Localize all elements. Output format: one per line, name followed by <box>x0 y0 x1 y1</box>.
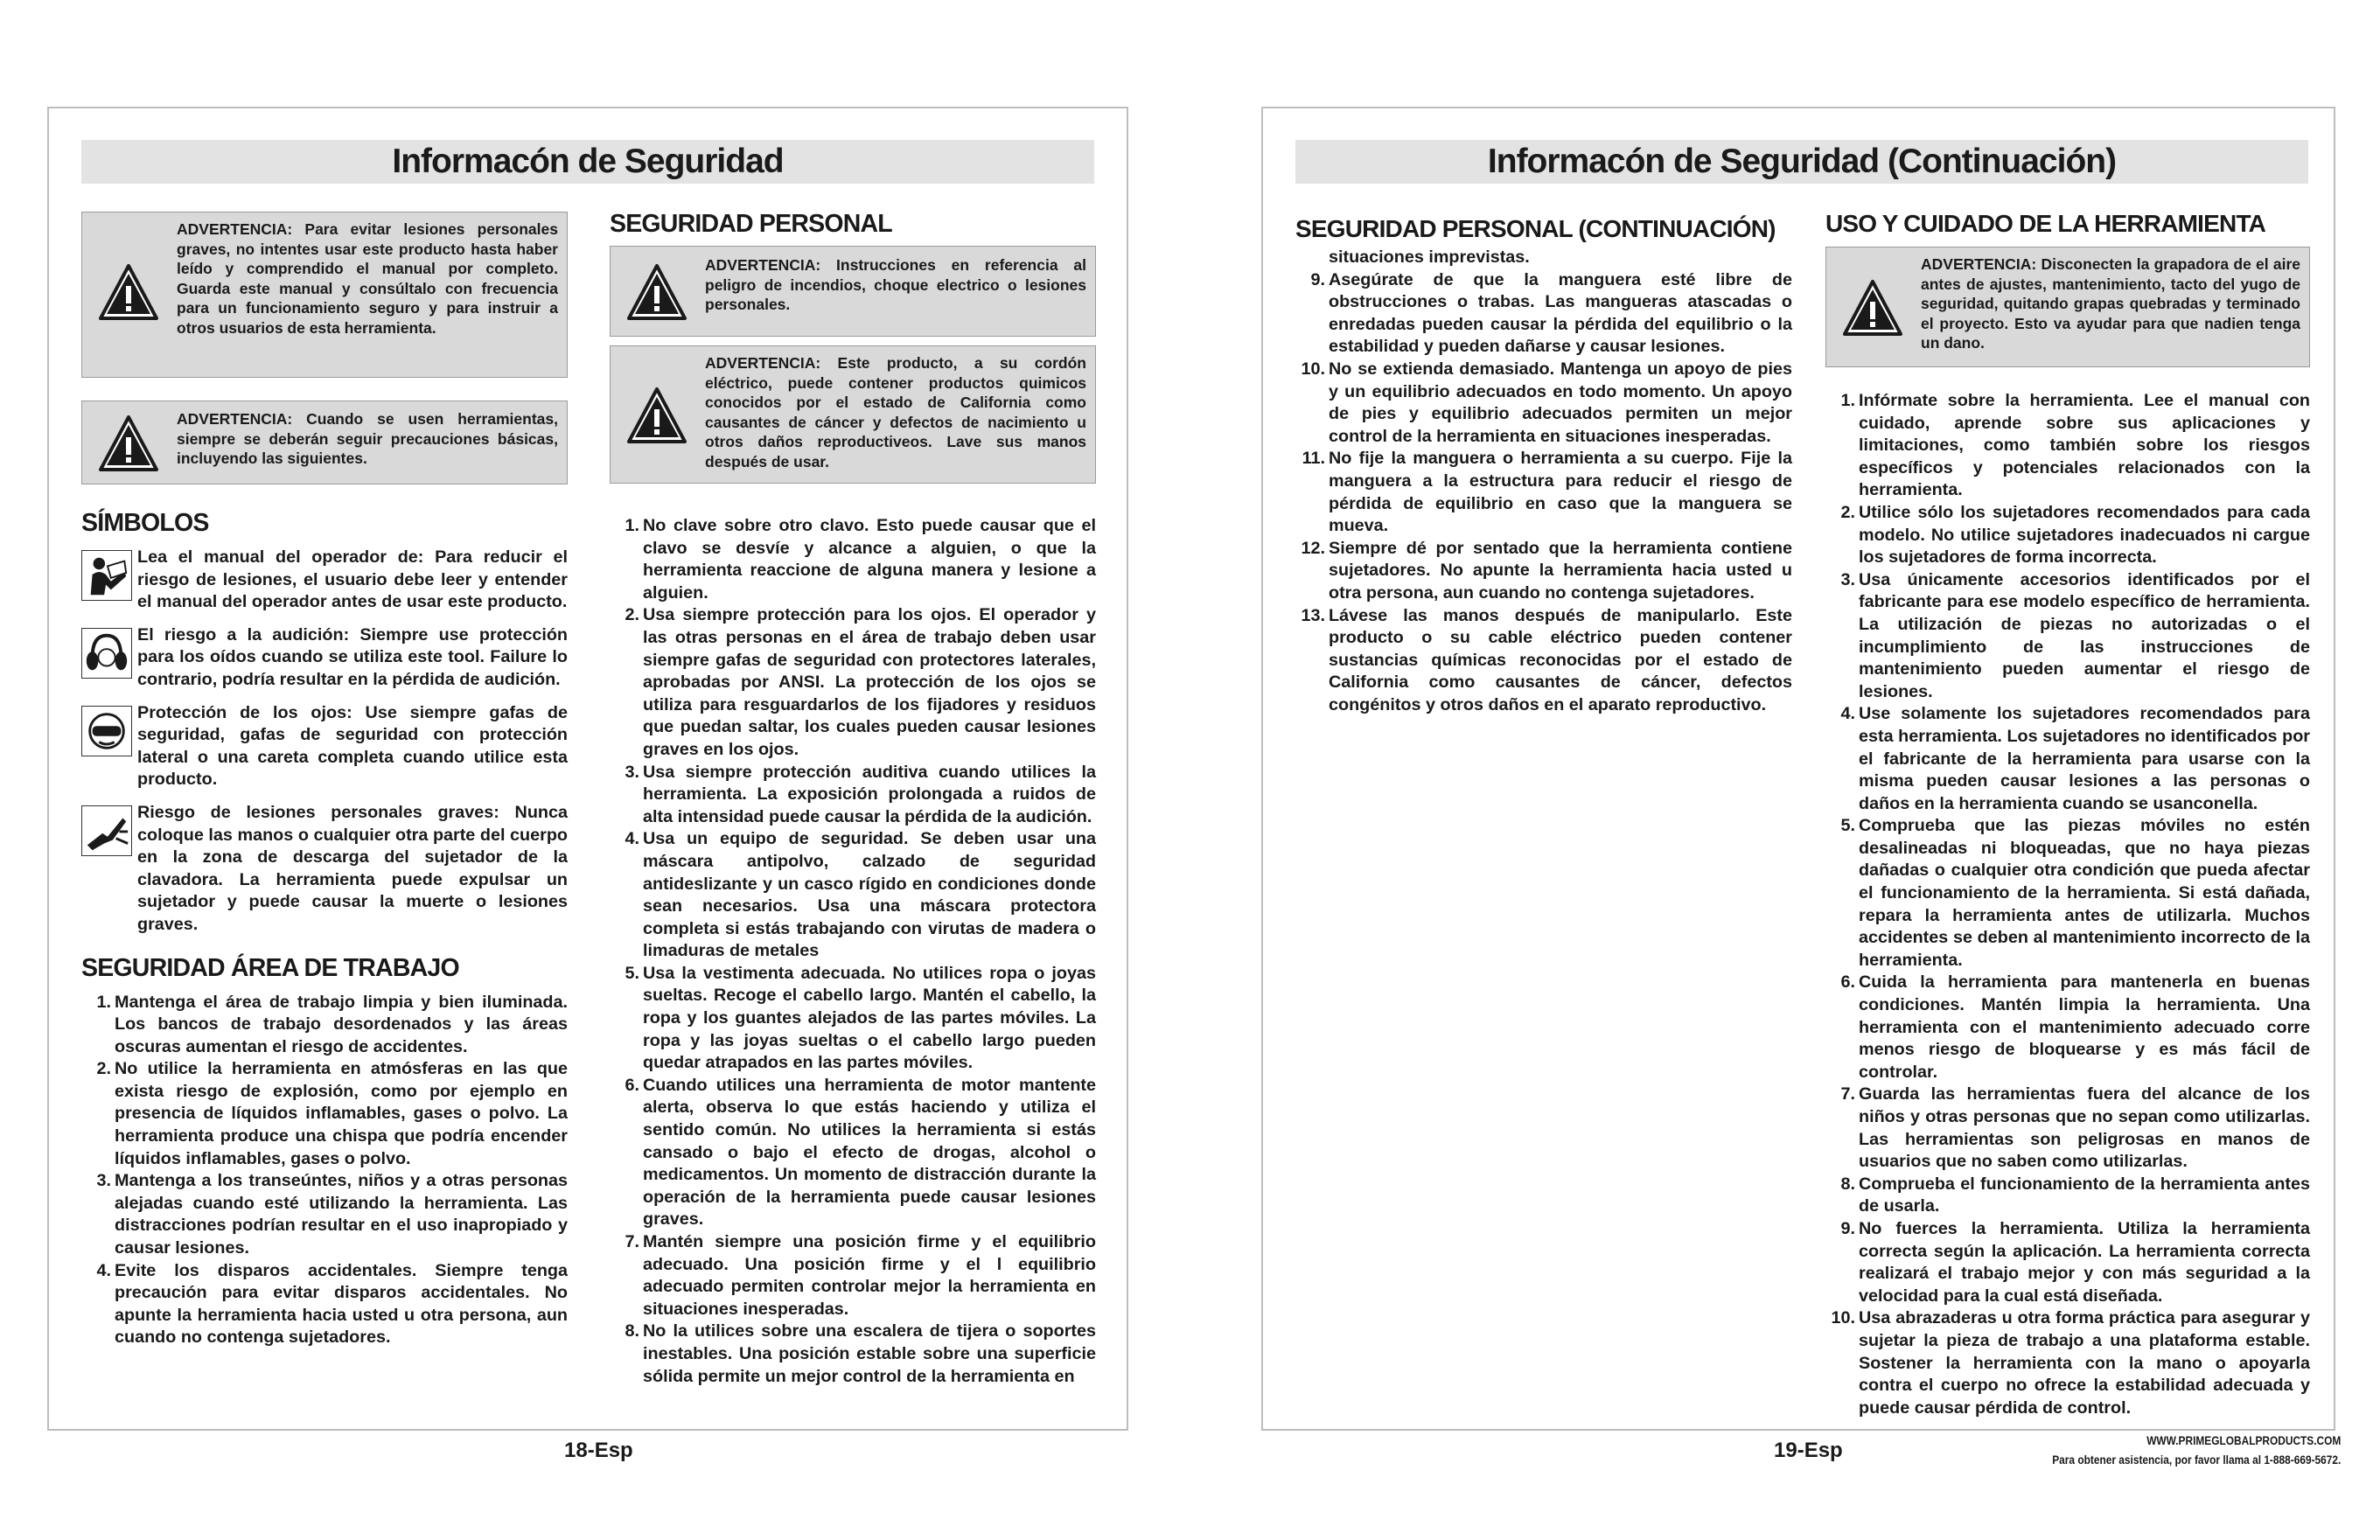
left-column <box>81 212 568 1349</box>
symbol-item <box>81 802 568 937</box>
symbols-heading: SÍMBOLOS <box>81 509 209 537</box>
symbol-text: Protección de los ojos: Use siempre gafas de seguridad, gafas de seguridad con protección lateral o una careta completa cuando utilice esta producto. <box>137 702 568 790</box>
list-item: 5. Usa la vestimenta adecuada. No utilices ropa o joyas sueltas. Recoge el cabello largo. Mantén el cabello, la ropa y los guantes alejados de las partes móviles. La ropa y las joyas sueltas o el cabello largo pueden quedar atrapados en las partes móviles. <box>625 963 1096 1073</box>
warning-box <box>610 246 1096 337</box>
contact-info <box>2052 1431 2341 1469</box>
tool-use-list <box>1825 390 2310 1419</box>
symbol-text: Lea el manual del operador de: Para reducir el riesgo de lesiones, el usuario debe leer y entender el manual del operador antes de usar este producto. <box>137 547 568 612</box>
list-item: 13. Lávese las manos después de manipularlo. Este producto o su cable eléctrico pueden contener sustancias químicas reconocidas por el estado de California como causantes de cáncer, defectos congénitos y otros daños en el aparato reproductivo. <box>1301 605 1792 714</box>
continued-text: situaciones imprevistas. <box>1329 247 1530 267</box>
work-area-list <box>81 992 568 1350</box>
page-title: Informacón de Seguridad (Continuación) <box>1295 140 2308 184</box>
list-item: 11. No fije la manguera o herramienta a su cuerpo. Fije la manguera a la estructura para reducir el riesgo de pérdida de equilibrio en caso que la manguera se mueva. <box>1302 449 1792 536</box>
symbol-item <box>81 624 568 692</box>
personal-safety-heading: SEGURIDAD PERSONAL <box>610 210 892 238</box>
list-item: 2. No utilice la herramienta en atmósferas en las que exista riesgo de explosión, como por ejemplo en presencia de líquidos inflamables, gases o polvo. La herramienta produce una chispa que podría encender líquidos inflamables, gases o polvo. <box>96 1059 568 1168</box>
symbol-item <box>81 547 568 614</box>
hand-injury-icon <box>81 805 132 856</box>
symbol-item <box>81 702 568 791</box>
right-page <box>1261 107 2335 1431</box>
page-number: 19-Esp <box>1774 1439 1843 1462</box>
list-item: 7. Guarda las herramientas fuera del alcance de los niños y otras personas que no sepan como utilizarlas. Las herramientas son peligrosas en manos de usuarios que no saben como utilizarlas. <box>1840 1084 2310 1172</box>
warning-triangle-icon <box>98 415 159 472</box>
symbol-text: El riesgo a la audición: Siempre use protección para los oídos cuando se utiliza este tool. Failure lo contrario, podría resultar en la pérdida de audición. <box>137 624 568 689</box>
list-item: 12. Siempre dé por sentado que la herramienta contiene sujetadores. No apunte la herramienta hacia usted u otra persona, aun cuando no contenga sujetadores. <box>1301 538 1792 603</box>
tool-use-heading: USO Y CUIDADO DE LA HERRAMIENTA <box>1825 210 2266 237</box>
left-page <box>47 107 1128 1431</box>
list-item: 2. Utilice sólo los sujetadores recomendados para cada modelo. No utilice sujetadores inadecuados ni cargue los sujetadores de forma incorrecta. <box>1840 502 2310 568</box>
warning-text: ADVERTENCIA: Este producto, a su cordón eléctrico, puede contener productos quimicos conocidos por el estado de California como causantes de cáncer y defectos de nacimiento u otros daños reproductiveos. Lave sus manos después de usar. <box>705 354 1086 470</box>
warning-box <box>81 212 568 378</box>
symbol-text: Riesgo de lesiones personales graves: Nunca coloque las manos o cualquier otra parte del cuerpo en la zona de descarga del sujetador de la clavadora. La herramienta puede expulsar un sujetador y puede causar la muerte o lesiones graves. <box>137 802 568 934</box>
list-item: 8. Comprueba el funcionamiento de la herramienta antes de usarla. <box>1840 1174 2310 1216</box>
warning-text: ADVERTENCIA: Disconecten la grapadora de el aire antes de ajustes, mantenimiento, tacto del yugo de seguridad, quitando grapas quebradas y terminado el proyecto. Esto va ayudar para que nadien tenga un dano. <box>1921 255 2300 352</box>
warning-box <box>1825 247 2310 367</box>
list-item: 9. Asegúrate de que la manguera esté libre de obstrucciones o trabas. Las mangueras atascadas o enredadas pueden causar la pérdida del equilibrio o la estabilidad y pueden dañarse y causar lesiones. <box>1310 269 1792 357</box>
list-item: 9. No fuerces la herramienta. Utiliza la herramienta correcta según la aplicación. La herramienta correcta realizará el trabajo mejor y con más seguridad a la velocidad para la cual está diseñada. <box>1840 1218 2310 1306</box>
warning-triangle-icon <box>626 387 687 444</box>
warning-box <box>81 401 568 484</box>
list-item: 1. Infórmate sobre la herramienta. Lee el manual con cuidado, aprende sobre sus aplicaciones y limitaciones, como también sobre los riesgos específicos y potenciales relacionados con la herramienta. <box>1840 391 2310 500</box>
list-item: 1. No clave sobre otro clavo. Esto puede causar que el clavo se desvíe y alcance a alguien, o que la herramienta reaccione de alguna manera y lesione a alguien. <box>625 516 1096 603</box>
work-area-heading: SEGURIDAD ÁREA DE TRABAJO <box>81 953 459 982</box>
list-item: 4. Usa un equipo de seguridad. Se deben usar una máscara antipolvo, calzado de seguridad antideslizante y un casco rígido en condiciones donde sean necesarios. Usa una máscara protectora completa si estás trabajando con virutas de madera o limaduras de metales <box>625 829 1096 961</box>
list-item: 6. Cuando utilices una herramienta de motor mantente alerta, observa lo que estás haciendo y utiliza el sentido común. No utilices la herramienta si estás cansado o bajo el efecto de drogas, alcohol o medicamentos. Un momento de distracción durante la operación de la herramienta puede causar lesiones graves. <box>625 1075 1096 1230</box>
warning-triangle-icon <box>98 263 159 321</box>
page-title: Informacón de Seguridad <box>81 140 1094 184</box>
list-item: 7. Mantén siempre una posición firme y el equilibrio adecuado. Una posición firme y el l equilibrio adecuado permiten controlar mejor la herramienta en situaciones inesperadas. <box>625 1232 1096 1319</box>
list-item: 4. Use solamente los sujetadores recomendados para esta herramienta. Los sujetadores no identificados por el fabricante de la herramienta para usarse con la misma pueden causar lesiones a las personas o daños en la herramienta cuando se usanconella. <box>1840 704 2310 813</box>
list-item: 10. No se extienda demasiado. Mantenga un apoyo de pies y un equilibrio adecuados en todo momento. Un apoyo de pies y equilibrio adecuados permiten un mejor control de la herramienta en situaciones inesperadas. <box>1301 359 1792 446</box>
right-column <box>1825 210 2310 1419</box>
right-column <box>610 210 1096 1388</box>
list-item: 2. Usa siempre protección para los ojos. El operador y las otras personas en el área de trabajo deben usar siempre gafas de seguridad con protectores laterales, aprobadas por ANSI. La protección de los ojos se utiliza para resguardarlos de los fijadores y residuos que puedan saltar, los cuales pueden causar lesiones graves en los ojos. <box>625 605 1096 759</box>
list-item: 3. Usa únicamente accesorios identificados por el fabricante para ese modelo específico de herramienta. La utilización de piezas no autorizadas o el incumplimiento de las instrucciones de mantenimiento pueden aumentar el riesgo de lesiones. <box>1840 569 2310 701</box>
list-item: 1. Mantenga el área de trabajo limpia y bien iluminada. Los bancos de trabajo desordenados y las áreas oscuras aumentan el riesgo de accidentes. <box>96 992 568 1056</box>
list-item: 4. Evite los disparos accidentales. Siempre tenga precaución para evitar disparos accidentales. No apunte la herramienta hacia usted u otra persona, aun cuando no contenga sujetadores. <box>96 1260 568 1348</box>
assistance-text: Para obtener asistencia, por favor llama al 1-888-669-5672. <box>2051 1453 2341 1467</box>
warning-text: ADVERTENCIA: Instrucciones en referencia al peligro de incendios, choque electrico o lesiones personales. <box>705 256 1086 313</box>
personal-safety-continued-heading: SEGURIDAD PERSONAL (CONTINUACIÓN) <box>1295 215 1776 242</box>
personal-safety-list <box>610 515 1096 1388</box>
warning-box <box>610 345 1096 484</box>
list-item: 3. Usa siempre protección auditiva cuando utilices la herramienta. La exposición prolongada a ruidos de alta intensidad puede causar la pérdida de la audición. <box>625 762 1096 826</box>
warning-triangle-icon <box>1842 279 1903 337</box>
warning-text: ADVERTENCIA: Para evitar lesiones personales graves, no intentes usar este producto hasta haber leído y comprendido el manual por completo. Guarda este manual y consúltalo con frecuencia para un funcionamiento seguro y para instruir a otros usuarios de esta herramienta. <box>177 220 558 337</box>
warning-triangle-icon <box>626 263 687 321</box>
warning-text: ADVERTENCIA: Cuando se usen herramientas, siempre se deberán seguir precauciones básicas, incluyendo las siguientes. <box>177 410 558 467</box>
operator-manual-icon <box>81 550 132 601</box>
list-item: 3. Mantenga a los transeúntes, niños y a otras personas alejadas cuando esté utilizando la herramienta. Las distracciones podrían resultar en el uso inapropiado y causar lesiones. <box>96 1171 568 1258</box>
list-item: 10. Usa abrazaderas u otra forma práctica para asegurar y sujetar la pieza de trabajo a una plataforma estable. Sostener la herramienta con la mano o apoyarla contra el cuerpo no ofrece la estabilidad adecuada y puede causar pérdida de control. <box>1831 1308 2310 1418</box>
list-item: 5. Comprueba que las piezas móviles no estén desalineadas ni bloqueadas, que no haya piezas dañadas o cualquier otra condición que pueda afectar el funcionamiento de la herramienta. Si está dañada, repara la herramienta antes de utilizarla. Muchos accidentes se deben al mantenimiento incorrecto de la herramienta. <box>1840 816 2310 970</box>
page-number: 18-Esp <box>564 1439 633 1462</box>
list-item: 8. No la utilices sobre una escalera de tijera o soportes inestables. Una posición estable sobre una superficie sólida permite un mejor control de la herramienta en <box>625 1321 1096 1386</box>
list-item: 6. Cuida la herramienta para mantenerla en buenas condiciones. Mantén limpia la herramienta. Una herramienta con el mantenimiento adecuado corre menos riesgo de bloquearse y es más fácil de controlar. <box>1840 972 2310 1082</box>
symbols-list <box>81 547 568 937</box>
left-column <box>1295 215 1792 716</box>
website-link[interactable]: WWW.PRIMEGLOBALPRODUCTS.COM <box>2146 1433 2341 1447</box>
eye-protection-icon <box>81 706 132 756</box>
personal-safety-continued-list <box>1295 269 1792 717</box>
ear-protection-icon <box>81 628 132 679</box>
